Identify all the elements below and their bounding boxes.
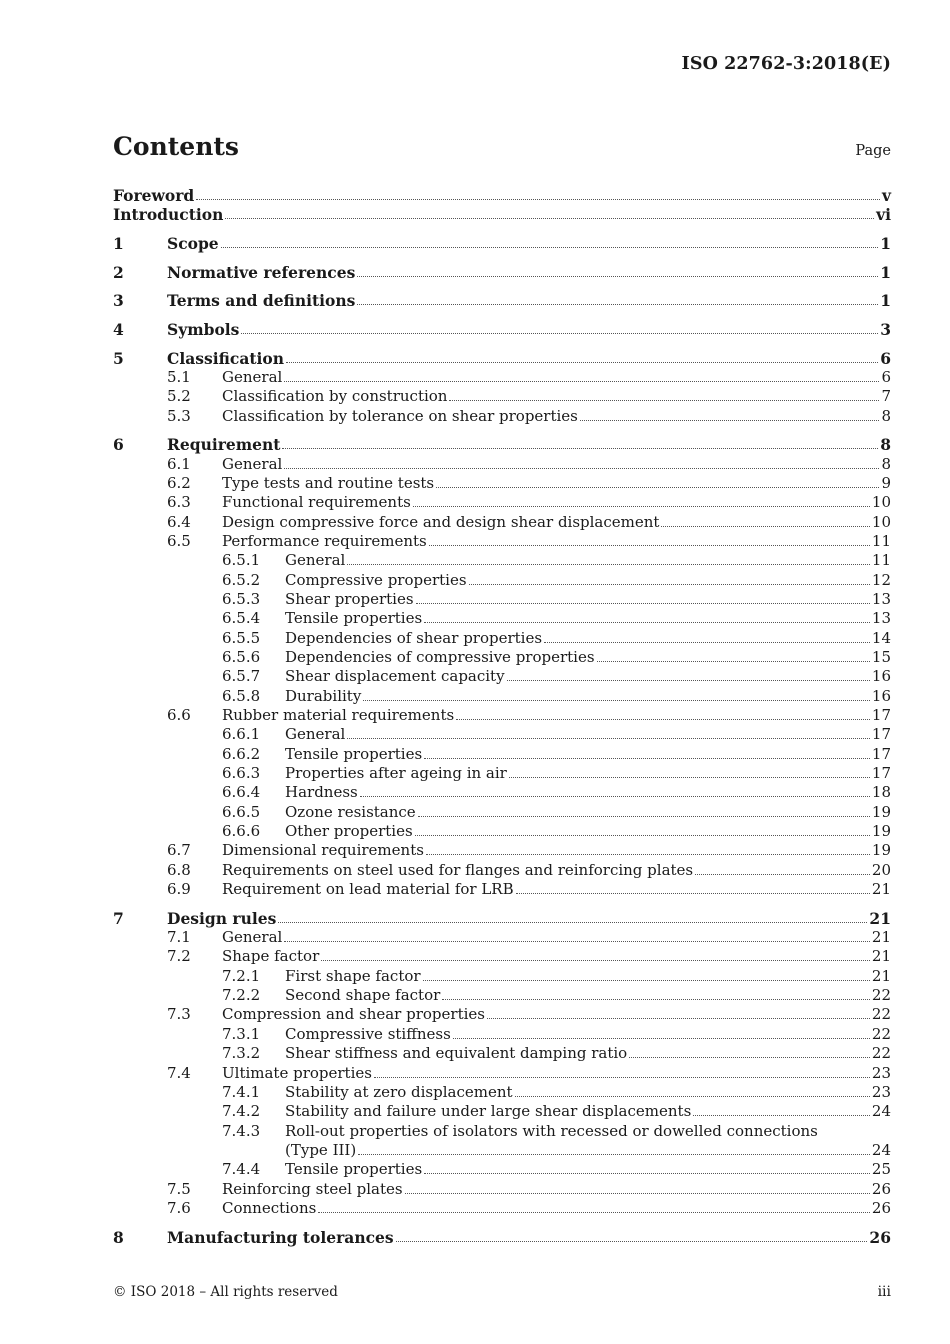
- dot-leader: [544, 642, 870, 643]
- toc-entry-number: 6.5.4: [222, 609, 261, 628]
- toc-entry-page: 11: [871, 551, 891, 570]
- toc-entry[interactable]: [113, 205, 891, 224]
- toc-entry[interactable]: [113, 493, 891, 512]
- dot-leader: [515, 1096, 870, 1097]
- toc-entry[interactable]: [113, 909, 891, 928]
- toc-entry-title: Dimensional requirements: [222, 841, 424, 860]
- toc-entry-page: 10: [871, 493, 891, 512]
- toc-entry-title: Reinforcing steel plates: [222, 1179, 403, 1198]
- toc-entry-page: 21: [871, 966, 891, 985]
- dot-leader: [487, 1018, 870, 1019]
- toc-entry-title: Shear properties: [285, 589, 414, 608]
- toc-entry[interactable]: [113, 822, 891, 841]
- dot-leader: [426, 854, 870, 855]
- toc-entry[interactable]: [113, 648, 891, 667]
- toc-entry[interactable]: [113, 928, 891, 947]
- toc-entry[interactable]: [113, 513, 891, 532]
- toc-entry[interactable]: [113, 1228, 891, 1247]
- toc-entry-title: Hardness: [285, 783, 358, 802]
- toc-entry-page: 21: [869, 908, 891, 928]
- dot-leader: [284, 941, 870, 942]
- toc-entry-title: Second shape factor: [285, 986, 441, 1005]
- toc-entry-title: Type tests and routine tests: [222, 473, 435, 492]
- toc-entry[interactable]: [113, 1102, 891, 1121]
- dot-leader: [405, 1193, 870, 1194]
- dot-leader: [347, 738, 870, 739]
- toc-entry-page: 11: [871, 531, 891, 550]
- toc-entry-page: 22: [871, 1005, 891, 1024]
- page-title: Contents: [113, 132, 240, 161]
- dot-leader: [358, 1154, 870, 1155]
- dot-leader: [357, 276, 878, 277]
- dot-leader: [507, 680, 870, 681]
- toc-entry-page: 24: [871, 1102, 891, 1121]
- dot-leader: [196, 199, 880, 200]
- toc-entry-number: 8: [113, 1227, 124, 1247]
- table-of-contents: [113, 186, 891, 1247]
- toc-entry-title: Requirement: [167, 435, 281, 455]
- document-code: ISO 22762-3:2018(E): [681, 54, 891, 74]
- toc-entry-number: 6.4: [167, 512, 191, 531]
- dot-leader: [363, 700, 870, 701]
- toc-entry-number: 7.3: [167, 1005, 191, 1024]
- toc-entry[interactable]: [113, 263, 891, 282]
- toc-entry-page: 22: [871, 986, 891, 1005]
- toc-entry-number: 6.6.2: [222, 744, 261, 763]
- toc-entry-number: 7.4.2: [222, 1102, 261, 1121]
- toc-entry-page: 17: [871, 725, 891, 744]
- toc-entry-number: 6: [113, 435, 124, 455]
- toc-entry[interactable]: [113, 435, 891, 454]
- toc-entry-title: Dependencies of shear properties: [285, 628, 543, 647]
- toc-entry-number: 6.9: [167, 880, 191, 899]
- toc-entry[interactable]: [113, 407, 891, 426]
- toc-entry-number: 4: [113, 319, 124, 339]
- dot-leader: [509, 777, 870, 778]
- toc-entry-title: General: [222, 367, 283, 386]
- dot-leader: [429, 545, 870, 546]
- toc-entry-title: (Type III): [285, 1140, 357, 1159]
- toc-entry-page: 17: [871, 706, 891, 725]
- toc-entry-number: 6.3: [167, 493, 191, 512]
- toc-entry-number: 7.2: [167, 947, 191, 966]
- dot-leader: [456, 719, 870, 720]
- dot-leader: [424, 622, 870, 623]
- toc-entry-title: Connections: [222, 1198, 317, 1217]
- toc-entry-number: 7.4.3: [222, 1121, 261, 1140]
- dot-leader: [453, 1038, 870, 1039]
- toc-entry-number: 7.3.1: [222, 1024, 261, 1043]
- toc-entry-title: Classification by tolerance on shear properties: [222, 406, 578, 425]
- toc-entry-page: 26: [871, 1198, 891, 1217]
- toc-entry[interactable]: [113, 764, 891, 783]
- toc-entry-title: General: [222, 454, 283, 473]
- dot-leader: [416, 603, 870, 604]
- toc-entry[interactable]: [113, 551, 891, 570]
- toc-entry-number: 6.5.5: [222, 628, 261, 647]
- toc-entry-title: Performance requirements: [222, 531, 427, 550]
- toc-entry[interactable]: [113, 532, 891, 551]
- toc-entry-number: 2: [113, 262, 124, 282]
- toc-entry-number: 7.5: [167, 1179, 191, 1198]
- toc-entry[interactable]: [113, 706, 891, 725]
- copyright-notice: © ISO 2018 – All rights reserved: [113, 1284, 338, 1300]
- toc-entry-title: Stability at zero displacement: [285, 1082, 513, 1101]
- dot-leader: [424, 758, 870, 759]
- toc-entry[interactable]: [113, 387, 891, 406]
- toc-entry-title: Ultimate properties: [222, 1063, 372, 1082]
- toc-entry-page: 20: [871, 860, 891, 879]
- toc-entry-title: Design compressive force and design shear displacement: [222, 512, 660, 531]
- toc-entry[interactable]: [113, 745, 891, 764]
- toc-entry-number: 6.5.2: [222, 570, 261, 589]
- toc-entry-title: General: [285, 551, 346, 570]
- toc-entry-number: 6.7: [167, 841, 191, 860]
- toc-entry-title: Classification by construction: [222, 387, 448, 406]
- toc-entry-page: 7: [881, 387, 891, 406]
- toc-entry-page: 3: [880, 319, 891, 339]
- toc-entry-number: 3: [113, 291, 124, 311]
- toc-entry[interactable]: [113, 1064, 891, 1083]
- toc-entry-page: 23: [871, 1082, 891, 1101]
- dot-leader: [580, 420, 880, 421]
- toc-entry-title: Introduction: [113, 205, 224, 225]
- toc-entry-page: 1: [880, 262, 891, 282]
- dot-leader: [321, 960, 870, 961]
- dot-leader: [629, 1057, 870, 1058]
- dot-leader: [597, 661, 870, 662]
- toc-entry-number: 6.8: [167, 860, 191, 879]
- toc-entry-title: General: [285, 725, 346, 744]
- toc-entry-title: Functional requirements: [222, 493, 411, 512]
- dot-leader: [695, 874, 870, 875]
- toc-entry[interactable]: [113, 967, 891, 986]
- toc-entry-page: 25: [871, 1160, 891, 1179]
- dot-leader: [284, 468, 879, 469]
- toc-entry-page: 19: [871, 822, 891, 841]
- toc-entry[interactable]: [113, 1005, 891, 1024]
- toc-entry[interactable]: [113, 725, 891, 744]
- dot-leader: [221, 247, 879, 248]
- dot-leader: [360, 796, 870, 797]
- page-number: iii: [877, 1284, 891, 1300]
- toc-entry-page: 16: [871, 686, 891, 705]
- dot-leader: [442, 999, 870, 1000]
- toc-entry[interactable]: [113, 629, 891, 648]
- toc-entry-page: vi: [876, 205, 891, 225]
- toc-entry-page: 21: [871, 928, 891, 947]
- toc-entry-title: Compressive properties: [285, 570, 467, 589]
- toc-entry[interactable]: [113, 590, 891, 609]
- toc-entry-number: 6.6.5: [222, 802, 261, 821]
- toc-entry-page: 1: [880, 291, 891, 311]
- toc-entry-page: v: [881, 186, 891, 205]
- toc-entry-page: 6: [881, 367, 891, 386]
- toc-entry-number: 7: [113, 908, 124, 928]
- dot-leader: [693, 1115, 870, 1116]
- toc-entry[interactable]: [113, 368, 891, 387]
- dot-leader: [418, 816, 870, 817]
- toc-entry-page: 21: [871, 947, 891, 966]
- toc-entry[interactable]: [113, 986, 891, 1005]
- toc-entry-page: 21: [871, 880, 891, 899]
- toc-entry-title: Classification: [167, 348, 285, 368]
- dot-leader: [436, 487, 879, 488]
- toc-entry[interactable]: [113, 1122, 891, 1141]
- toc-entry-page: 22: [871, 1044, 891, 1063]
- toc-entry[interactable]: [113, 947, 891, 966]
- toc-entry[interactable]: [113, 291, 891, 310]
- toc-entry-number: 6.5.1: [222, 551, 261, 570]
- toc-entry[interactable]: [113, 474, 891, 493]
- toc-entry[interactable]: [113, 1083, 891, 1102]
- toc-entry-number: 6.5.3: [222, 589, 261, 608]
- dot-leader: [278, 922, 867, 923]
- toc-entry[interactable]: [113, 1160, 891, 1179]
- toc-entry-page: 8: [881, 454, 891, 473]
- toc-entry-number: 6.1: [167, 454, 191, 473]
- dot-leader: [415, 835, 870, 836]
- toc-entry[interactable]: [113, 803, 891, 822]
- toc-entry-title: Requirement on lead material for LRB: [222, 880, 514, 899]
- toc-entry-page: 16: [871, 667, 891, 686]
- toc-entry-page: 10: [871, 512, 891, 531]
- toc-entry-number: 6.2: [167, 473, 191, 492]
- toc-entry-page: 17: [871, 764, 891, 783]
- toc-entry-number: 7.4.1: [222, 1082, 261, 1101]
- toc-entry-title: Tensile properties: [285, 609, 423, 628]
- dot-leader: [318, 1212, 870, 1213]
- toc-entry-continuation[interactable]: [113, 1141, 891, 1160]
- dot-leader: [516, 893, 870, 894]
- toc-entry-number: 6.6.3: [222, 764, 261, 783]
- toc-entry[interactable]: [113, 455, 891, 474]
- toc-entry[interactable]: [113, 667, 891, 686]
- toc-entry-number: 7.1: [167, 928, 191, 947]
- toc-entry-title: Roll-out properties of isolators with recessed or dowelled connections: [285, 1121, 818, 1140]
- dot-leader: [413, 506, 870, 507]
- toc-entry[interactable]: [113, 349, 891, 368]
- toc-entry-number: 7.6: [167, 1198, 191, 1217]
- dot-leader: [357, 304, 878, 305]
- toc-entry-number: 1: [113, 233, 124, 253]
- toc-entry-page: 18: [871, 783, 891, 802]
- toc-entry-title: Shear displacement capacity: [285, 667, 505, 686]
- toc-entry-title: Symbols: [167, 319, 240, 339]
- toc-entry-title: Compressive stiffness: [285, 1024, 451, 1043]
- page-column-label: Page: [855, 143, 891, 159]
- dot-leader: [424, 1173, 870, 1174]
- toc-entry-page: 26: [869, 1227, 891, 1247]
- toc-entry-page: 13: [871, 609, 891, 628]
- toc-entry-title: Dependencies of compressive properties: [285, 648, 595, 666]
- toc-entry-number: 6.5.6: [222, 648, 261, 666]
- toc-entry[interactable]: [113, 880, 891, 899]
- toc-entry-title: Stability and failure under large shear displacements: [285, 1102, 692, 1121]
- toc-entry-number: 7.3.2: [222, 1044, 261, 1063]
- toc-entry-title: Compression and shear properties: [222, 1005, 485, 1024]
- toc-entry-number: 6.5.7: [222, 667, 261, 686]
- toc-entry[interactable]: [113, 687, 891, 706]
- toc-entry-title: Foreword: [113, 186, 195, 205]
- dot-leader: [284, 381, 879, 382]
- toc-entry-page: 6: [880, 348, 891, 368]
- toc-entry-number: 7.2.1: [222, 966, 261, 985]
- toc-entry[interactable]: [113, 1044, 891, 1063]
- toc-entry-number: 6.6.4: [222, 783, 261, 802]
- toc-entry-title: Normative references: [167, 262, 356, 282]
- dot-leader: [449, 400, 879, 401]
- toc-entry[interactable]: [113, 841, 891, 860]
- toc-entry-page: 23: [871, 1063, 891, 1082]
- dot-leader: [661, 526, 869, 527]
- dot-leader: [241, 333, 878, 334]
- toc-entry-title: General: [222, 928, 283, 947]
- toc-entry-page: 8: [881, 406, 891, 425]
- toc-entry-title: Scope: [167, 233, 219, 253]
- toc-entry-page: 9: [881, 473, 891, 492]
- toc-entry[interactable]: [113, 1199, 891, 1218]
- dot-leader: [347, 564, 870, 565]
- toc-entry-title: Design rules: [167, 908, 277, 928]
- toc-entry[interactable]: [113, 1025, 891, 1044]
- toc-entry-number: 5.2: [167, 387, 191, 406]
- toc-entry-title: Manufacturing tolerances: [167, 1227, 394, 1247]
- toc-entry-number: 6.5.8: [222, 686, 261, 705]
- toc-entry-page: 24: [871, 1140, 891, 1159]
- toc-entry-title: Ozone resistance: [285, 802, 416, 821]
- toc-entry[interactable]: [113, 609, 891, 628]
- toc-entry-number: 5: [113, 348, 124, 368]
- toc-entry-title: Terms and definitions: [167, 291, 356, 311]
- toc-entry-title: Shear stiffness and equivalent damping ratio: [285, 1044, 628, 1063]
- dot-leader: [286, 362, 878, 363]
- toc-entry-page: 14: [871, 628, 891, 647]
- toc-entry-number: 6.5: [167, 531, 191, 550]
- toc-entry-number: 6.6.6: [222, 822, 261, 841]
- toc-entry-page: 12: [871, 570, 891, 589]
- toc-entry[interactable]: [113, 861, 891, 880]
- toc-entry-title: Shape factor: [222, 947, 320, 966]
- dot-leader: [469, 584, 870, 585]
- toc-entry[interactable]: [113, 234, 891, 253]
- toc-entry-page: 17: [871, 744, 891, 763]
- dot-leader: [396, 1241, 868, 1242]
- toc-entry-number: 6.6.1: [222, 725, 261, 744]
- toc-entry-number: 5.1: [167, 367, 191, 386]
- toc-entry-page: 26: [871, 1179, 891, 1198]
- toc-entry-title: Rubber material requirements: [222, 706, 455, 725]
- toc-entry-number: 6.6: [167, 706, 191, 725]
- toc-entry-title: Properties after ageing in air: [285, 764, 507, 783]
- toc-entry-number: 7.4: [167, 1063, 191, 1082]
- dot-leader: [282, 448, 878, 449]
- toc-entry[interactable]: [113, 783, 891, 802]
- toc-entry-title: First shape factor: [285, 966, 421, 985]
- toc-entry-number: 7.2.2: [222, 986, 261, 1005]
- toc-entry-title: Tensile properties: [285, 744, 423, 763]
- toc-entry-title: Requirements on steel used for flanges and reinforcing plates: [222, 860, 694, 879]
- dot-leader: [374, 1077, 870, 1078]
- toc-entry[interactable]: [113, 186, 891, 205]
- toc-entry-number: 7.4.4: [222, 1160, 261, 1179]
- toc-entry-page: 13: [871, 589, 891, 608]
- toc-entry-title: Tensile properties: [285, 1160, 423, 1179]
- toc-entry-page: 19: [871, 841, 891, 860]
- toc-entry[interactable]: [113, 1180, 891, 1199]
- toc-entry-page: 8: [880, 435, 891, 455]
- dot-leader: [423, 980, 870, 981]
- toc-entry-title: Durability: [285, 686, 362, 705]
- toc-entry-number: 5.3: [167, 406, 191, 425]
- toc-entry[interactable]: [113, 320, 891, 339]
- dot-leader: [225, 218, 874, 219]
- toc-entry-title: Other properties: [285, 822, 413, 841]
- toc-entry-page: 15: [871, 648, 891, 666]
- toc-entry-page: 19: [871, 802, 891, 821]
- toc-entry-page: 22: [871, 1024, 891, 1043]
- toc-entry-page: 1: [880, 233, 891, 253]
- toc-entry[interactable]: [113, 571, 891, 590]
